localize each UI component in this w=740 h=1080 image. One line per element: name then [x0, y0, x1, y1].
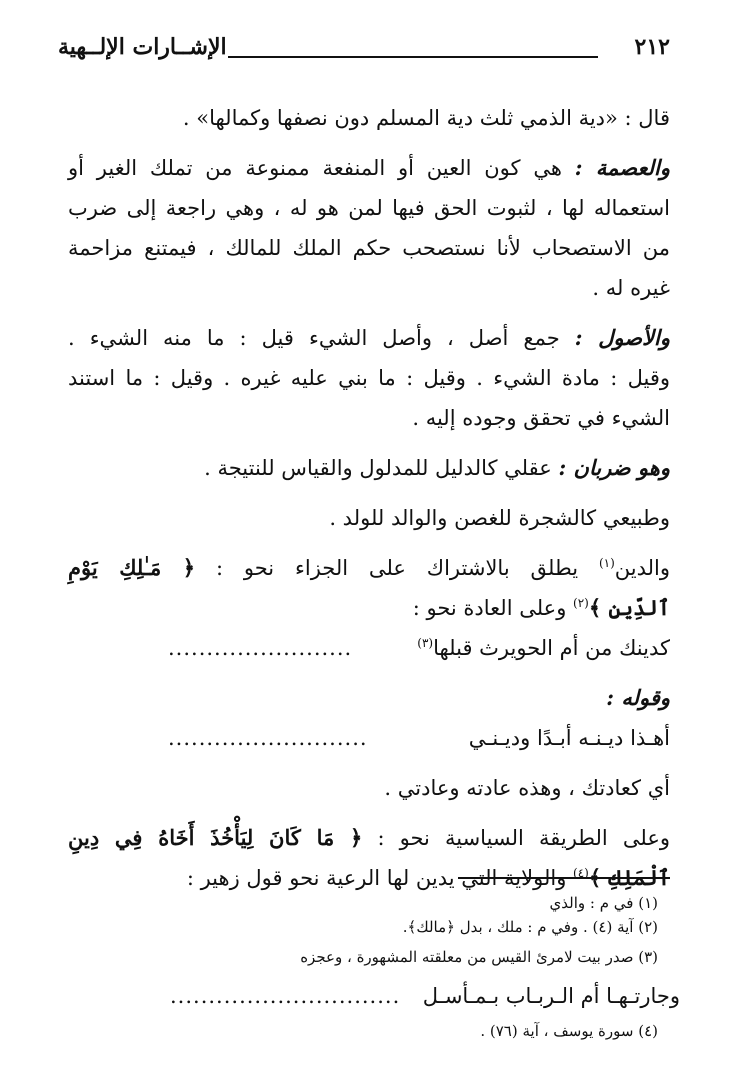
body-text: [68, 98, 670, 898]
verse-ellipsis: ..........................: [168, 726, 368, 750]
paragraph-line: [68, 818, 670, 858]
verse-hemistich: وجارتـهـا أم الـربـاب بـمـأسـل: [422, 984, 680, 1008]
verse-line: [68, 628, 670, 668]
footnote: (١) في م : والذي: [549, 894, 658, 912]
verse-hemistich: كدينك من أم الحويرث قبلها$^{(٣)}$: [417, 636, 670, 660]
verse-ellipsis: ..............................: [170, 984, 401, 1008]
defined-term: والأصول :: [574, 325, 671, 350]
paragraph-line: الشيء في تحقق وجوده إليه .: [412, 406, 670, 430]
footnote-ref: (٤): [573, 866, 589, 880]
footnote: (٣) صدر بيت لامرئ القيس من معلقته المشهورة ، وعجزه: [300, 948, 658, 966]
verse-ellipsis: ........................: [168, 636, 353, 660]
footnote-ref: (١): [598, 556, 615, 570]
defined-term: وهو ضربان :: [558, 455, 670, 480]
footnote-rule: [458, 877, 670, 879]
line-text: عقلي كالدليل للمدلول والقياس للنتيجة .: [204, 456, 559, 480]
quran-quote: ٱلدِّينِ ﴾: [588, 595, 670, 620]
page-header: [58, 30, 670, 70]
paragraph-line: قال : «دية الذمي ثلث دية المسلم دون نصفها وكمالها» .: [182, 106, 670, 130]
paragraph-line: أي كعادتك ، وهذه عادته وعادتي .: [384, 776, 670, 800]
verse-line: [68, 718, 670, 758]
paragraph-line: [68, 318, 670, 358]
footnote-ref: (٣): [417, 636, 434, 650]
defined-term: وقوله :: [606, 685, 670, 710]
footnote-verse: [60, 984, 680, 1008]
page-number: ٢١٢: [634, 34, 670, 60]
footnote: (٢) آية (٤) . وفي م : ملك ، بدل ﴿مالك﴾.: [402, 918, 658, 936]
quran-quote: ﴿ مَا كَانَ لِيَأْخُذَ أَخَاهُ فِي دِينِ: [68, 825, 363, 850]
paragraph-line: من الاستصحاب لأنا نستصحب حكم الملك للمالك ، فيمتنع مزاحمة: [68, 236, 670, 260]
paragraph-line: غيره له .: [592, 276, 670, 300]
footnote: (٤) سورة يوسف ، آية (٧٦) .: [480, 1022, 658, 1040]
line-text: وعلى العادة نحو :: [412, 596, 574, 620]
quran-quote: ﴿ مَـٰلِكِ يَوْمِ: [68, 555, 196, 580]
line-text: وعلى الطريقة السياسية نحو :: [377, 826, 670, 850]
line-text: هي كون العين أو المنفعة ممنوعة من تملك الغير أو: [68, 156, 575, 180]
paragraph-line: وطبيعي كالشجرة للغصن والوالد للولد .: [329, 506, 670, 530]
verse-hemistich: أهـذا ديـنـه أبـدًا وديـنـي: [468, 726, 670, 750]
line-text: جمع أصل ، وأصل الشيء قيل : ما منه الشيء .: [68, 326, 575, 350]
header-rule: [228, 56, 598, 58]
quran-quote: ٱلْمَلِكِ ﴾: [588, 865, 670, 890]
line-text: يطلق بالاشتراك على الجزاء نحو :: [215, 556, 599, 580]
defined-term: والعصمة :: [574, 155, 671, 180]
paragraph-line: وقيل : مادة الشيء . وقيل : ما بني عليه غيره . وقيل : ما استند: [68, 366, 670, 390]
paragraph-line: [68, 588, 670, 628]
paragraph-line: استعماله لها ، لثبوت الحق فيها لمن هو له ، وهي راجعة إلى ضرب: [68, 196, 670, 220]
footnote-ref: (٢): [573, 596, 589, 610]
paragraph-line: [68, 448, 670, 488]
line-text: والدين: [614, 556, 670, 580]
paragraph-line: [68, 678, 670, 718]
line-text: والولاية التي يدين لها الرعية نحو قول زهير :: [186, 866, 574, 890]
running-title: الإشــارات الإلــهية: [58, 34, 227, 60]
paragraph-line: [68, 548, 670, 588]
paragraph-line: [68, 148, 670, 188]
